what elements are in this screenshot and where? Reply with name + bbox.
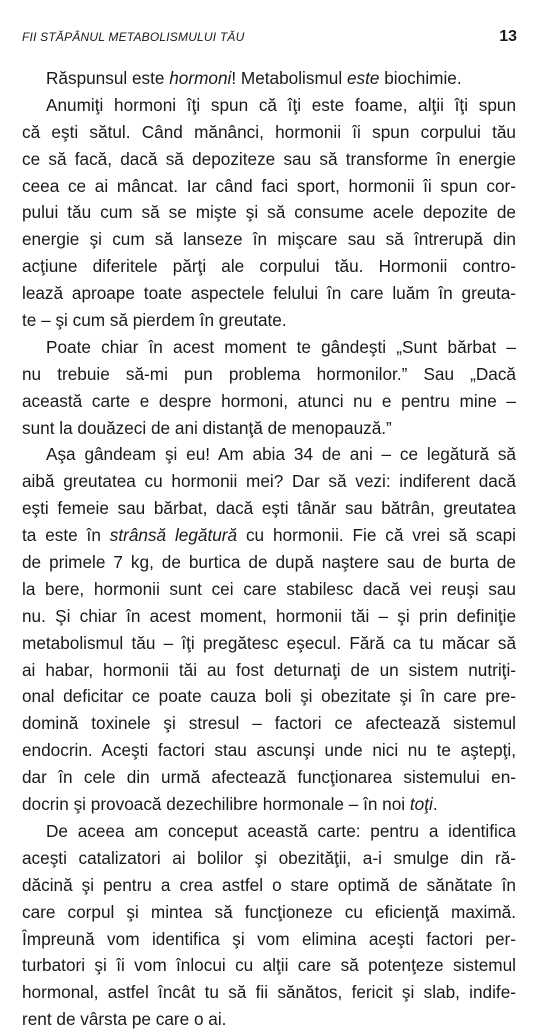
- text-line: dar în cele din urmă afectează funcţionarea sistemului en-: [22, 767, 516, 788]
- body-text: [22, 65, 516, 1033]
- text-line: sunt la douăzeci de ani distanţă de menopauză.”: [22, 417, 392, 438]
- text-line: domină toxinele şi stresul – factori ce afectează sistemul: [22, 713, 516, 734]
- text-line: docrin şi provoacă dezechilibre hormonale – în noi toţi.: [22, 794, 438, 815]
- text-line: această carte e despre hormoni, atunci nu e pentru mine –: [22, 390, 516, 411]
- text-line: eşti femeie sau bărbat, dacă eşti tânăr sau bătrân, greutatea: [22, 498, 516, 519]
- text-line: acţiune diferitele părţi ale corpului tău. Hormonii contro-: [22, 256, 516, 277]
- text-line: hormonal, astfel încât tu să fii sănătos, fericit şi slab, indife-: [22, 982, 516, 1003]
- text-line: că eşti sătul. Când mănânci, hormonii îi spun corpului tău: [22, 121, 516, 142]
- text-line: aceşti catalizatori ai bolilor şi obezităţii, a-i smulge din ră-: [22, 847, 516, 868]
- text-line: nu. Şi chiar în acest moment, hormonii tăi – şi prin definiţie: [22, 605, 516, 626]
- text-line: Răspunsul este hormoni! Metabolismul este biochimie.: [46, 68, 462, 88]
- text-line: endocrin. Aceşti factori stau ascunşi unde nici nu te aştepţi,: [22, 740, 516, 761]
- text-line: te – şi cum să pierdem în greutate.: [22, 310, 287, 331]
- text-line: metabolismul tău – îţi pregătesc eşecul. Fără ca tu măcar să: [22, 632, 516, 653]
- text-line: dăcină şi pentru a crea astfel o stare optimă de sănătate în: [22, 874, 516, 895]
- text-line: aibă greutatea cu hormonii mei? Dar să vezi: indiferent dacă: [22, 471, 516, 492]
- text-line: Poate chiar în acest moment te gândeşti „Sunt bărbat –: [46, 336, 516, 357]
- text-line: onal deficitar ce poate cauza boli şi obezitate şi în care pre-: [22, 686, 516, 707]
- page-header: [22, 30, 517, 50]
- text-line: De aceea am conceput această carte: pentru a identifica: [46, 820, 516, 841]
- text-line: nu trebuie să-mi pun problema hormonilor.” Sau „Dacă: [22, 363, 516, 384]
- text-line: ce să facă, dacă să depoziteze sau să transforme în energie: [22, 148, 516, 169]
- text-line: de primele 7 kg, de burtica de după naştere sau de burta de: [22, 552, 516, 573]
- text-line: turbatori şi îi vom înlocui cu alţii care să potenţeze sistemul: [22, 955, 516, 976]
- page-number: 13: [499, 28, 517, 45]
- text-line: care corpul şi mintea să funcţioneze cu eficienţă maximă.: [22, 901, 516, 922]
- text-line: ta este în strânsă legătură cu hormonii. Fie că vrei să scapi: [22, 525, 516, 546]
- running-head: FII STĂPÂNUL METABOLISMULUI TĂU: [22, 30, 245, 44]
- text-line: lează aproape toate aspectele felului în care luăm în greuta-: [22, 283, 516, 304]
- text-line: Aşa gândeam şi eu! Am abia 34 de ani – ce legătură să: [46, 444, 516, 465]
- text-line: ai habar, hormonii tăi au fost deturnaţi de un sistem nutriţi-: [22, 659, 516, 680]
- text-line: rent de vârsta pe care o ai.: [22, 1009, 227, 1030]
- text-line: Anumiţi hormoni îţi spun că îţi este foame, alţii îţi spun: [46, 94, 516, 115]
- text-line: energie şi cum să lanseze în mişcare sau să întrerupă din: [22, 229, 516, 250]
- text-line: la bere, hormonii sunt cei care stabilesc dacă vei reuşi sau: [22, 578, 516, 599]
- text-line: Împreună vom identifica şi vom elimina aceşti factori per-: [22, 928, 516, 949]
- text-line: pului tău cum să se mişte şi să consume acele depozite de: [22, 202, 516, 223]
- text-line: ceea ce ai mâncat. Iar când faci sport, hormonii îi spun cor-: [22, 175, 516, 196]
